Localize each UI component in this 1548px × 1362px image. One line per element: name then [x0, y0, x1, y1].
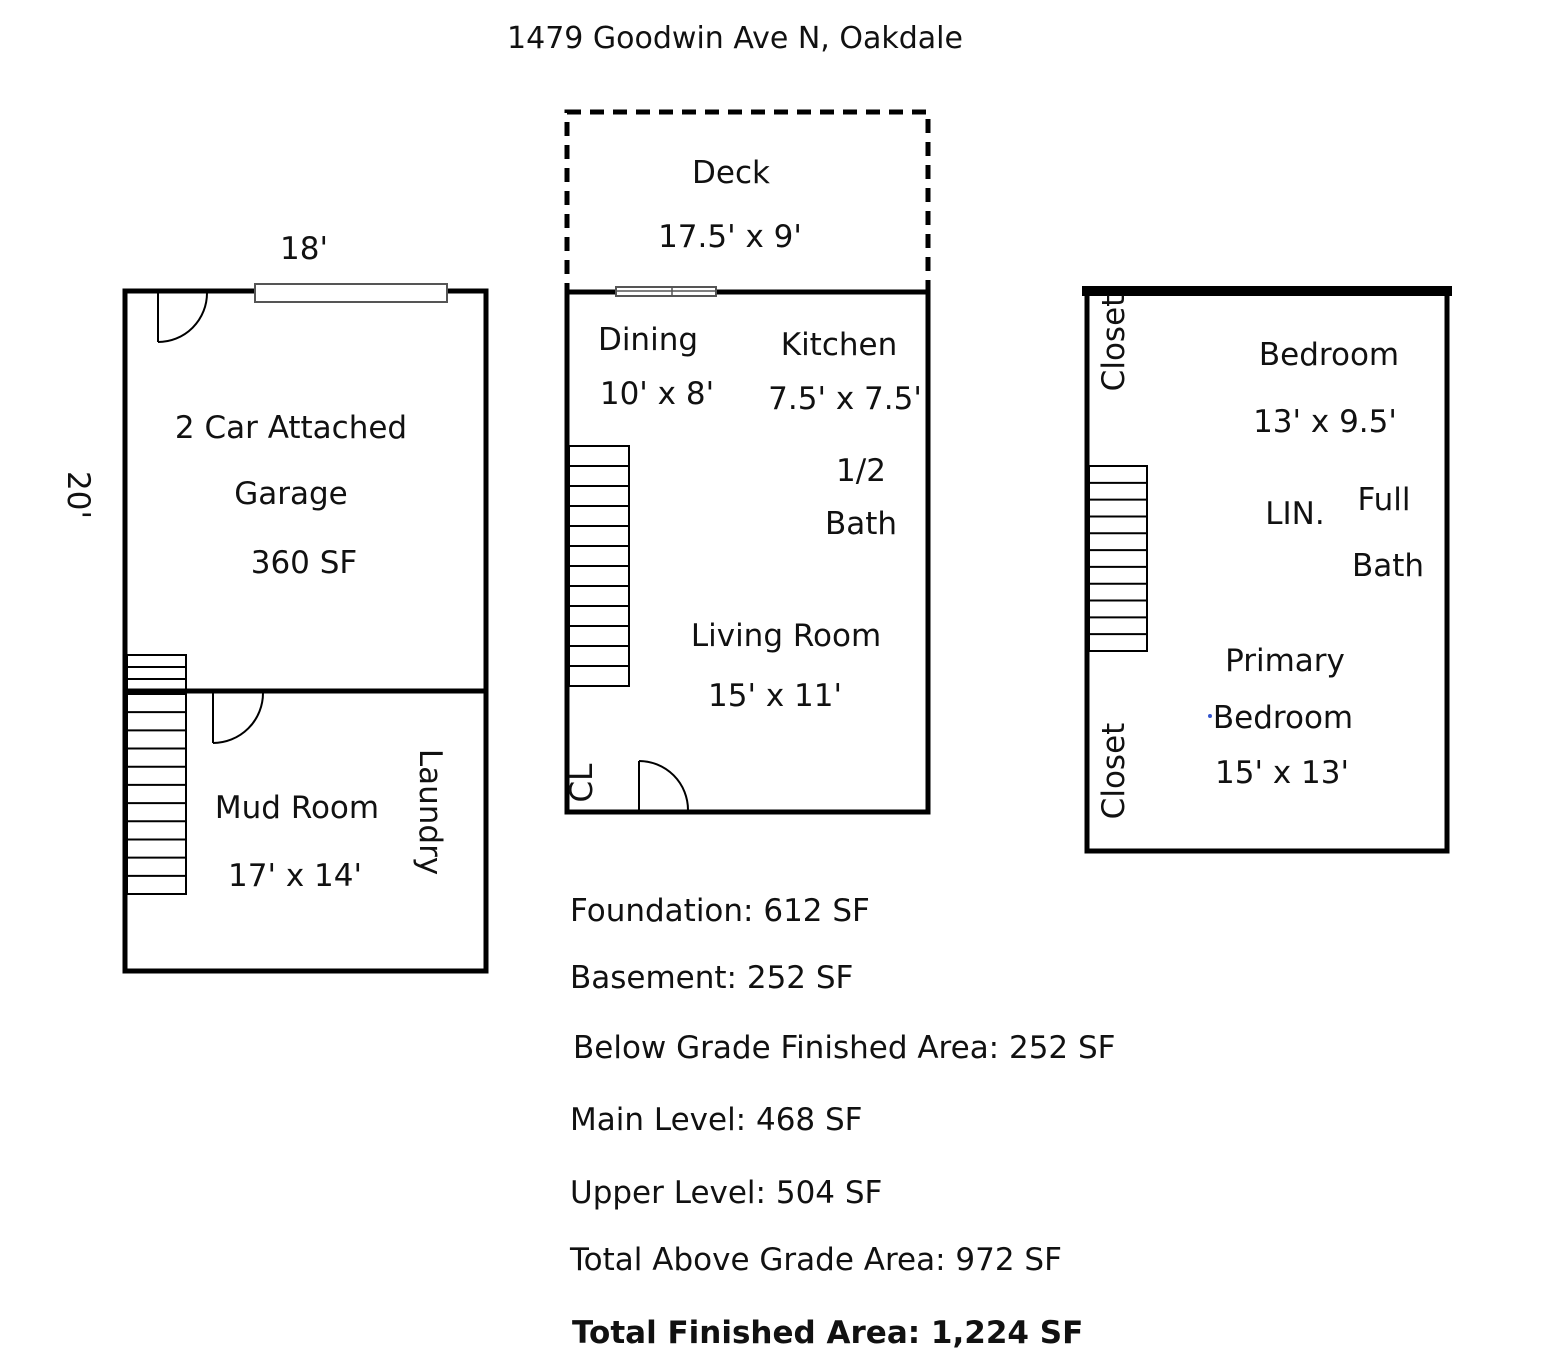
- primary-bedroom-dimension: 15' x 13': [1215, 755, 1349, 791]
- upper-stairs-icon: [1089, 466, 1147, 651]
- half-bath-line2: Bath: [824, 506, 898, 542]
- foundation-area: Foundation: 612 SF: [570, 893, 870, 929]
- kitchen-name: Kitchen: [780, 327, 898, 363]
- lower-level-plan: [60, 231, 486, 971]
- main-level-plan: [564, 112, 928, 812]
- garage-entry-door-icon: [158, 293, 207, 342]
- deck-dimension: 17.5' x 9': [658, 219, 802, 255]
- upper-level-plan: [1082, 291, 1452, 851]
- bedroom-dimension: 13' x 9.5': [1253, 404, 1397, 440]
- sliding-door-icon: [616, 287, 716, 296]
- mudroom-dimension: 17' x 14': [228, 858, 362, 894]
- living-room-dimension: 15' x 11': [708, 678, 842, 714]
- upper-closet-bottom-label: Closet: [1096, 722, 1132, 820]
- full-bath-line1: Full: [1357, 482, 1411, 518]
- garage-name-line1: 2 Car Attached: [174, 410, 408, 446]
- garage-door: [255, 284, 447, 302]
- marker-dot: [1208, 714, 1212, 718]
- mudroom-door-icon: [213, 693, 263, 743]
- living-room-name: Living Room: [690, 618, 882, 654]
- below-grade-finished-area: Below Grade Finished Area: 252 SF: [573, 1030, 1116, 1066]
- main-level-area: Main Level: 468 SF: [570, 1102, 863, 1138]
- mudroom-name: Mud Room: [214, 790, 380, 826]
- front-door-icon: [639, 761, 688, 810]
- garage-depth-dimension: 20': [60, 471, 96, 519]
- total-above-grade-area: Total Above Grade Area: 972 SF: [570, 1242, 1062, 1278]
- deck-name: Deck: [692, 155, 770, 191]
- primary-bedroom-line2: Bedroom: [1212, 700, 1354, 736]
- main-level-outline: [567, 292, 928, 812]
- upper-level-area: Upper Level: 504 SF: [570, 1175, 883, 1211]
- laundry-label: Laundry: [412, 748, 448, 876]
- garage-stairs-icon: [127, 655, 186, 691]
- area-summary: [569, 893, 1116, 1351]
- kitchen-dimension: 7.5' x 7.5': [768, 381, 922, 417]
- bedroom-name: Bedroom: [1258, 337, 1400, 373]
- garage-area: 360 SF: [250, 545, 358, 581]
- mudroom-stairs-icon: [127, 694, 186, 894]
- primary-bedroom-line1: Primary: [1225, 643, 1345, 679]
- linen-label: LIN.: [1265, 496, 1325, 532]
- dining-dimension: 10' x 8': [599, 376, 715, 412]
- total-finished-area: Total Finished Area: 1,224 SF: [572, 1315, 1084, 1351]
- garage-width-dimension: 18': [280, 231, 328, 267]
- main-stairs-icon: [569, 446, 629, 686]
- deck-outline: [567, 112, 928, 292]
- garage-name-line2: Garage: [234, 476, 348, 512]
- main-closet-label: CL: [564, 763, 600, 803]
- full-bath-line2: Bath: [1351, 548, 1425, 584]
- half-bath-line1: 1/2: [836, 453, 886, 489]
- basement-area: Basement: 252 SF: [570, 960, 854, 996]
- dining-name: Dining: [597, 322, 699, 358]
- plan-title: 1479 Goodwin Ave N, Oakdale: [507, 21, 963, 56]
- upper-closet-top-label: Closet: [1096, 294, 1132, 392]
